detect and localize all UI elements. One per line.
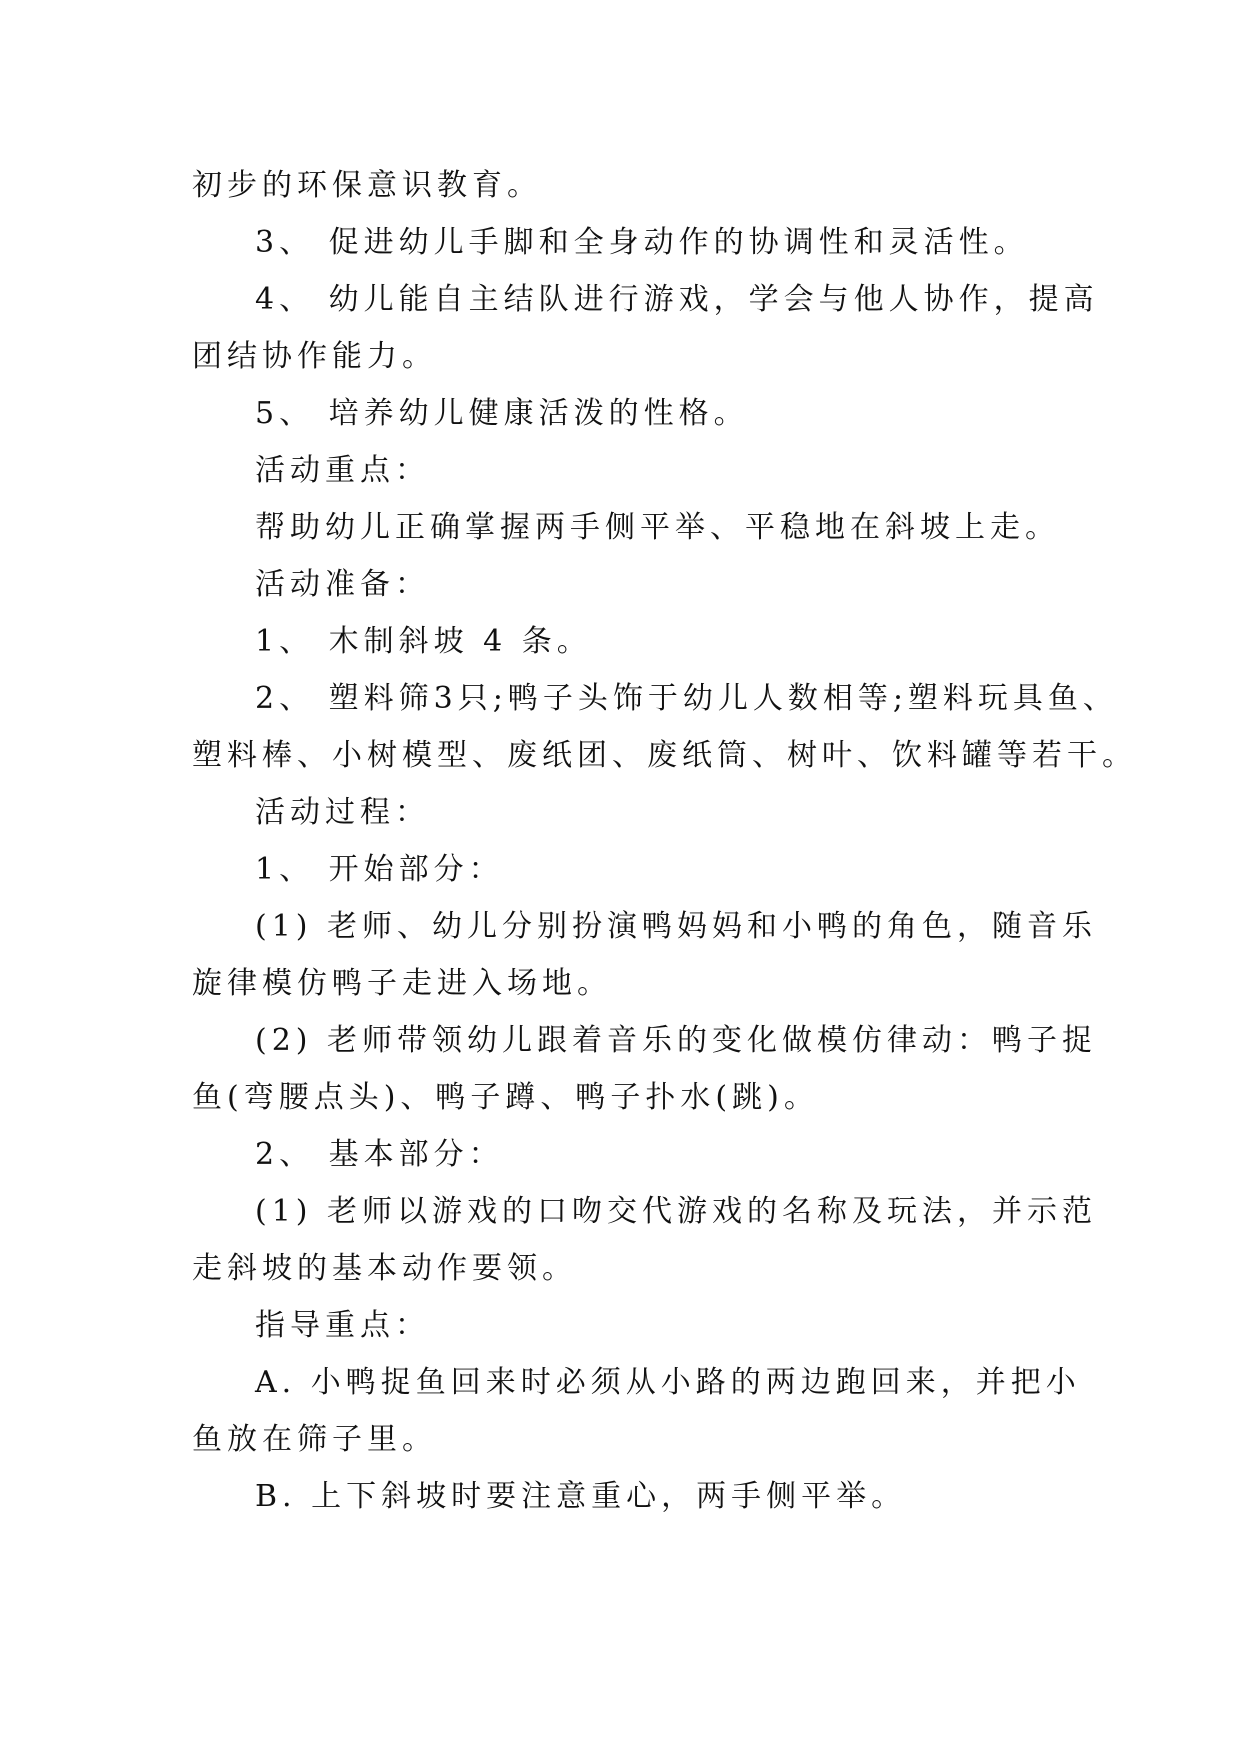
text-line: 旋律模仿鸭子走进入场地。 xyxy=(192,966,612,1001)
text-line: 3、 促进幼儿手脚和全身动作的协调性和灵活性。 xyxy=(255,225,1029,260)
text-line: 1、 开始部分： xyxy=(255,852,504,887)
text-line: 塑料棒、小树模型、废纸团、废纸筒、树叶、饮料罐等若干。 xyxy=(192,738,1137,773)
text-line: 2、 基本部分： xyxy=(255,1137,504,1172)
text-line: 鱼(弯腰点头)、鸭子蹲、鸭子扑水(跳)。 xyxy=(192,1080,819,1115)
text-line: 1、 木制斜坡 4 条。 xyxy=(255,624,592,659)
text-line: 鱼放在筛子里。 xyxy=(192,1422,437,1457)
text-line: 2、 塑料筛3只;鸭子头饰于幼儿人数相等;塑料玩具鱼、 xyxy=(255,681,1118,716)
text-line: 4、 幼儿能自主结队进行游戏，学会与他人协作，提高 xyxy=(255,282,1099,317)
text-line: 团结协作能力。 xyxy=(192,339,437,374)
section-heading: 活动重点： xyxy=(255,453,430,488)
text-line: 初步的环保意识教育。 xyxy=(192,168,542,203)
text-line: A. 小鸭捉鱼回来时必须从小路的两边跑回来，并把小 xyxy=(255,1365,1081,1400)
text-line: (1) 老师、幼儿分别扮演鸭妈妈和小鸭的角色，随音乐 xyxy=(255,909,1098,944)
text-line: B. 上下斜坡时要注意重心，两手侧平举。 xyxy=(255,1479,907,1514)
text-line: 帮助幼儿正确掌握两手侧平举、平稳地在斜坡上走。 xyxy=(255,510,1060,545)
text-line: (2) 老师带领幼儿跟着音乐的变化做模仿律动：鸭子捉 xyxy=(255,1023,1098,1058)
text-line: 5、 培养幼儿健康活泼的性格。 xyxy=(255,396,749,431)
text-line: (1) 老师以游戏的口吻交代游戏的名称及玩法，并示范 xyxy=(255,1194,1098,1229)
section-heading: 指导重点： xyxy=(255,1308,430,1343)
section-heading: 活动准备： xyxy=(255,567,430,602)
section-heading: 活动过程： xyxy=(255,795,430,830)
text-line: 走斜坡的基本动作要领。 xyxy=(192,1251,577,1286)
